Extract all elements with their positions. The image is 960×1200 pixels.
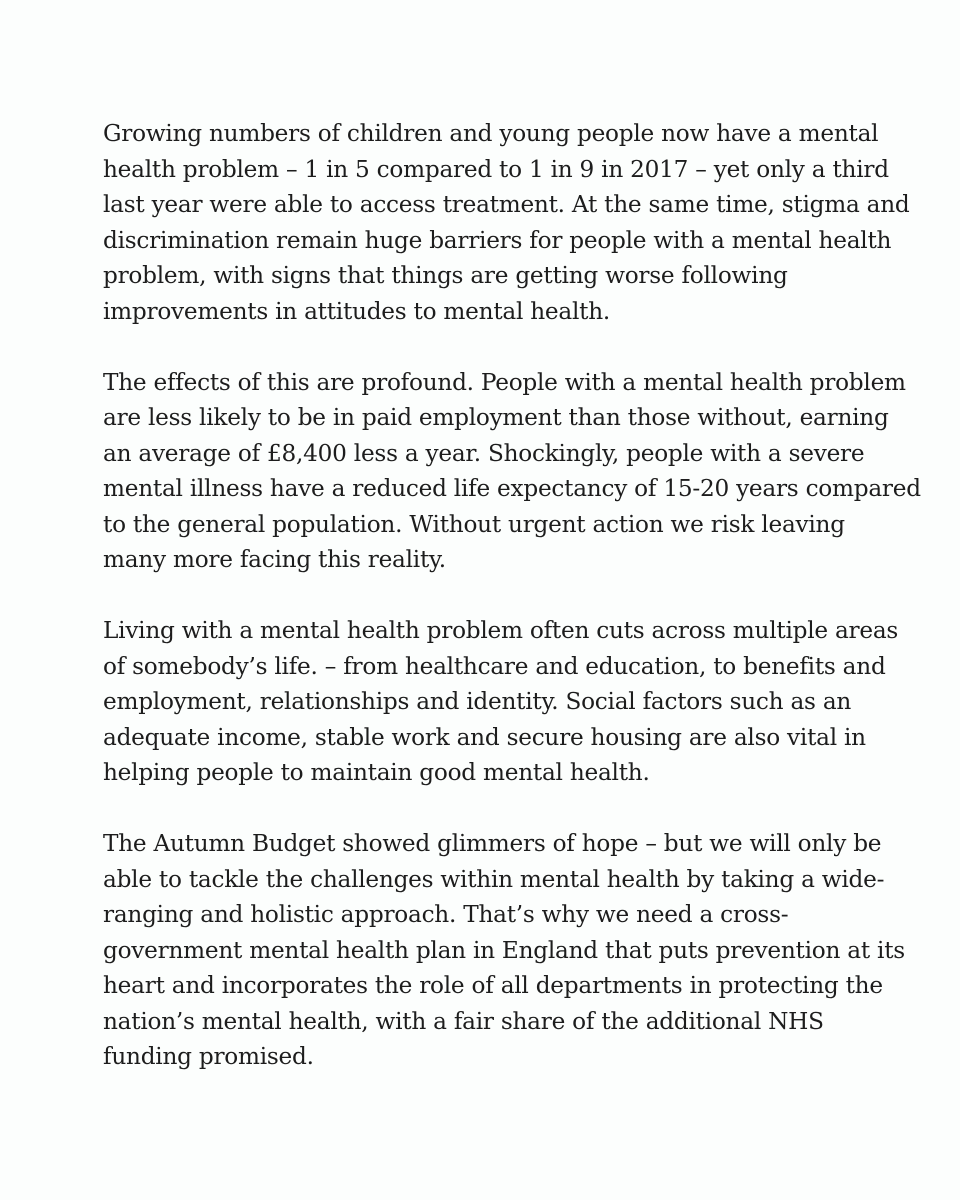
paragraph-line: nation’s mental health, with a fair share of the additional NHS: [103, 1007, 824, 1035]
paragraph-line: mental illness have a reduced life expectancy of 15-20 years compared: [103, 475, 921, 502]
paragraph-line: ranging and holistic approach. That’s why we need a cross-: [103, 901, 789, 928]
paragraph-line: The Autumn Budget showed glimmers of hope – but we will only be: [103, 830, 882, 857]
paragraph-line: able to tackle the challenges within mental health by taking a wide-: [103, 865, 885, 893]
paragraph-4: [103, 826, 905, 1075]
paragraph-1: [103, 116, 910, 329]
paragraph-line: are less likely to be in paid employment than those without, earning: [103, 404, 889, 431]
paragraph-line: The effects of this are profound. People with a mental health problem: [103, 368, 906, 396]
paragraph-3: [103, 613, 899, 791]
paragraph-line: adequate income, stable work and secure housing are also vital in: [103, 723, 866, 751]
paragraph-line: funding promised.: [103, 1043, 314, 1070]
paragraph-line: employment, relationships and identity. Social factors such as an: [103, 688, 852, 715]
paragraph-line: of somebody’s life. – from healthcare and education, to benefits and: [103, 652, 886, 680]
paragraph-line: improvements in attitudes to mental health.: [103, 297, 611, 325]
paragraph-line: to the general population. Without urgent action we risk leaving: [103, 510, 845, 538]
paragraph-line: discrimination remain huge barriers for people with a mental health: [103, 226, 892, 254]
paragraph-line: many more facing this reality.: [103, 546, 446, 573]
paragraph-line: an average of £8,400 less a year. Shockingly, people with a severe: [103, 439, 865, 467]
paragraph-line: Living with a mental health problem often cuts across multiple areas: [103, 617, 899, 644]
paragraph-2: [103, 365, 921, 578]
paragraph-line: last year were able to access treatment. At the same time, stigma and: [103, 191, 910, 218]
document-body: [103, 116, 921, 1075]
paragraph-line: government mental health plan in England that puts prevention at its: [103, 936, 905, 964]
paragraph-line: problem, with signs that things are getting worse following: [103, 262, 788, 289]
paragraph-line: health problem – 1 in 5 compared to 1 in 9 in 2017 – yet only a third: [103, 155, 889, 183]
paragraph-line: helping people to maintain good mental health.: [103, 759, 650, 786]
paragraph-line: Growing numbers of children and young people now have a mental: [103, 120, 879, 147]
paragraph-line: heart and incorporates the role of all departments in protecting the: [103, 972, 883, 999]
